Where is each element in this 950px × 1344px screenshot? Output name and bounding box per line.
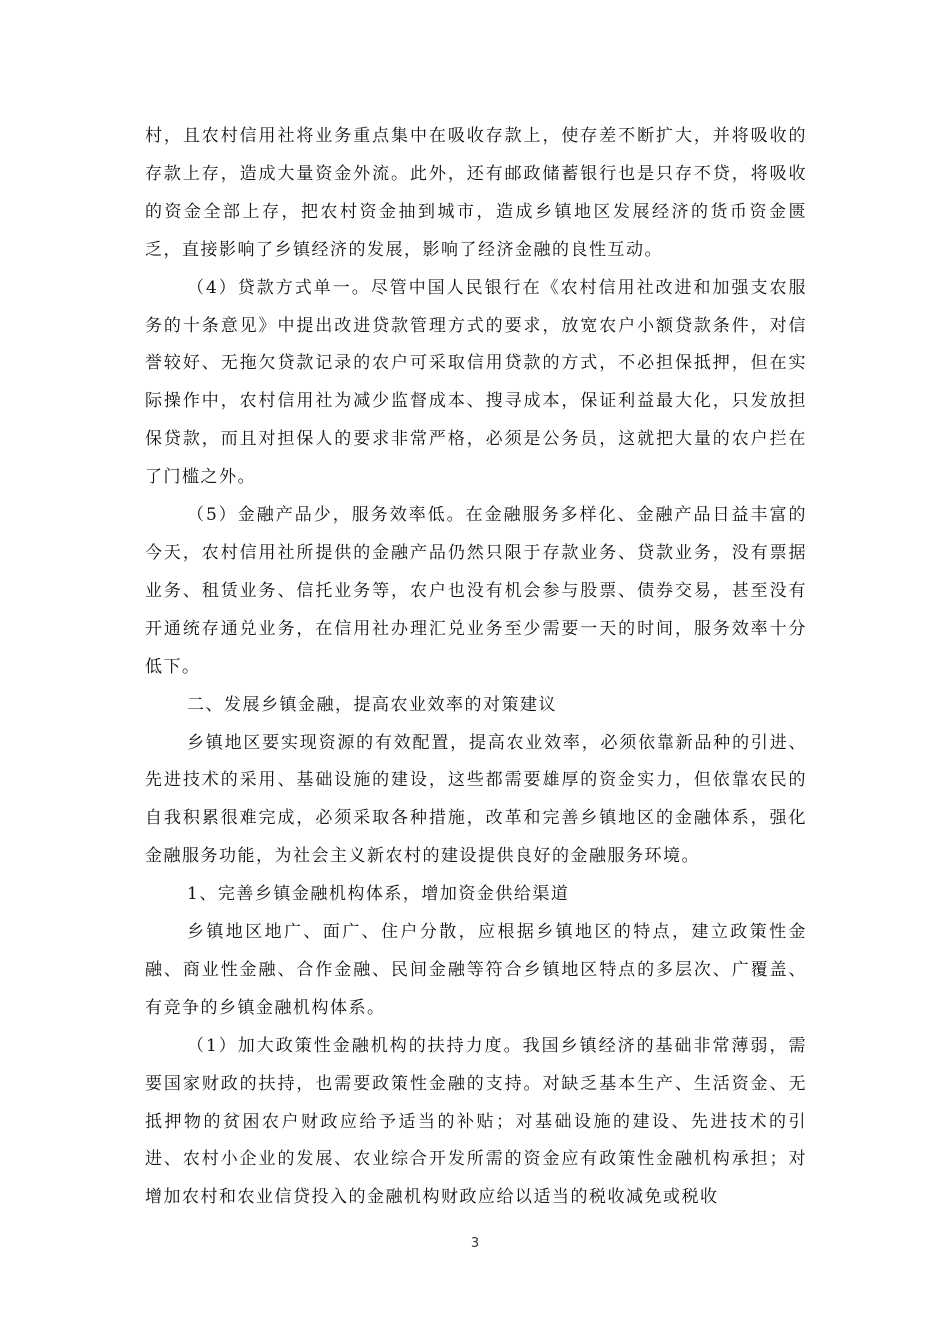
section-heading: 二、发展乡镇金融，提高农业效率的对策建议: [187, 694, 557, 715]
page-number: 3: [470, 1236, 480, 1251]
subsection-heading: 1、完善乡镇金融机构体系，增加资金供给渠道: [187, 884, 570, 905]
paragraph-5: 乡镇地区地广、面广、住户分散，应根据乡镇地区的特点，建立政策性金融、商业性金融、合作金融、民间金融等符合乡镇地区特点的多层次、广覆盖、有竞争的乡镇金融机构体系。: [145, 922, 807, 1018]
paragraph-2: （4）贷款方式单一。尽管中国人民银行在《农村信用社改进和加强支农服务的十条意见》中提出改进贷款管理方式的要求，放宽农户小额贷款条件，对信誉较好、无拖欠贷款记录的农户可采取信用贷款的方式，不必担保抵押，但在实际操作中，农村信用社为减少监督成本、搜寻成本，保证利益最大化，只发放担保贷款，而且对担保人的要求非常严格，必须是公务员，这就把大量的农户拦在了门槛之外。: [145, 277, 807, 488]
paragraph-3: （5）金融产品少，服务效率低。在金融服务多样化、金融产品日益丰富的今天，农村信用社所提供的金融产品仍然只限于存款业务、贷款业务，没有票据业务、租赁业务、信托业务等，农户也没有机会参与股票、债券交易，甚至没有开通统存通兑业务，在信用社办理汇兑业务至少需要一天的时间，服务效率十分低下。: [145, 505, 807, 677]
body-text: [145, 118, 807, 1217]
paragraph-6: （1）加大政策性金融机构的扶持力度。我国乡镇经济的基础非常薄弱，需要国家财政的扶持，也需要政策性金融的支持。对缺乏基本生产、生活资金、无抵押物的贫困农户财政应给予适当的补贴；对基础设施的建设、先进技术的引进、农村小企业的发展、农业综合开发所需的资金应有政策性金融机构承担；对增加农村和农业信贷投入的金融机构财政应给以适当的税收减免或税收: [145, 1035, 807, 1208]
paragraph-4: 乡镇地区要实现资源的有效配置，提高农业效率，必须依靠新品种的引进、先进技术的采用、基础设施的建设，这些都需要雄厚的资金实力，但依靠农民的自我积累很难完成，必须采取各种措施，改革和完善乡镇地区的金融体系，强化金融服务功能，为社会主义新农村的建设提供良好的金融服务环境。: [145, 732, 807, 867]
paragraph-1: 村，且农村信用社将业务重点集中在吸收存款上，使存差不断扩大，并将吸收的存款上存，造成大量资金外流。此外，还有邮政储蓄银行也是只存不贷，将吸收的资金全部上存，把农村资金抽到城市，造成乡镇地区发展经济的货币资金匮乏，直接影响了乡镇经济的发展，影响了经济金融的良性互动。: [145, 126, 807, 260]
